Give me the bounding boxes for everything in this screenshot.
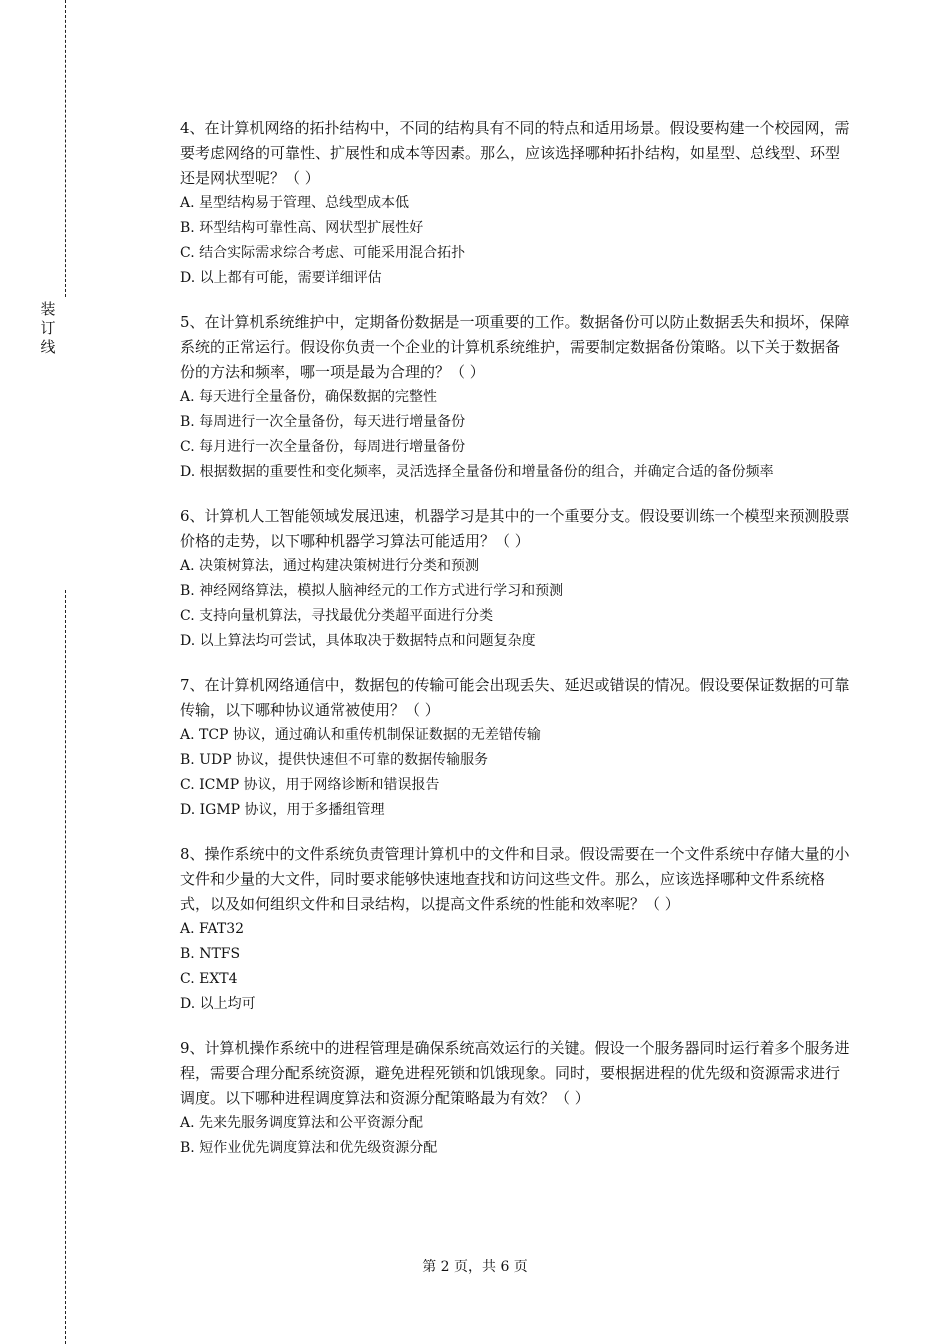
option-b: B. NTFS (180, 946, 241, 962)
question-4 (180, 116, 850, 291)
question-stem: 8、操作系统中的文件系统负责管理计算机中的文件和目录。假设需要在一个文件系统中存储大量的小文件和少量的大文件，同时要求能够快速地查找和访问这些文件。那么，应该选择哪种文件系统格式，以及如何组织文件和目录结构，以提高文件系统的性能和效率呢？（ ） (180, 845, 850, 913)
option-d: D. 根据数据的重要性和变化频率，灵活选择全量备份和增量备份的组合，并确定合适的备份频率 (180, 464, 774, 480)
binding-line-bottom (65, 590, 66, 1344)
option-d: D. 以上都有可能，需要详细评估 (180, 270, 382, 286)
option-b: B. 神经网络算法，模拟人脑神经元的工作方式进行学习和预测 (180, 583, 564, 599)
option-d: D. 以上算法均可尝试，具体取决于数据特点和问题复杂度 (180, 633, 536, 649)
question-stem: 5、在计算机系统维护中，定期备份数据是一项重要的工作。数据备份可以防止数据丢失和损坏，保障系统的正常运行。假设你负责一个企业的计算机系统维护，需要制定数据备份策略。以下关于数据备份的方法和频率，哪一项是最为合理的？（ ） (180, 313, 850, 381)
question-stem: 4、在计算机网络的拓扑结构中，不同的结构具有不同的特点和适用场景。假设要构建一个校园网，需要考虑网络的可靠性、扩展性和成本等因素。那么，应该选择哪种拓扑结构，如星型、总线型、环型还是网状型呢？（ ） (180, 119, 850, 187)
binding-label-char: 订 (40, 319, 56, 337)
option-b: B. 每周进行一次全量备份，每天进行增量备份 (180, 414, 466, 430)
page-number: 第 2 页，共 6 页 (422, 1259, 528, 1275)
option-list (180, 385, 850, 485)
option-a: A. 决策树算法，通过构建决策树进行分类和预测 (180, 558, 480, 574)
question-stem: 6、计算机人工智能领域发展迅速，机器学习是其中的一个重要分支。假设要训练一个模型来预测股票价格的走势，以下哪种机器学习算法可能适用？（ ） (180, 507, 850, 550)
question-5 (180, 310, 850, 485)
option-list (180, 554, 850, 654)
option-a: A. TCP 协议，通过确认和重传机制保证数据的无差错传输 (180, 727, 541, 743)
option-c: C. 每月进行一次全量备份，每周进行增量备份 (180, 439, 466, 455)
option-d: D. 以上均可 (180, 996, 256, 1012)
question-list (180, 116, 850, 1180)
option-list (180, 1111, 850, 1161)
option-a: A. 先来先服务调度算法和公平资源分配 (180, 1115, 424, 1131)
binding-label (38, 300, 58, 357)
option-a: A. FAT32 (180, 921, 245, 937)
option-c: C. EXT4 (180, 971, 238, 987)
question-6 (180, 504, 850, 654)
option-list (180, 917, 850, 1017)
question-stem: 9、计算机操作系统中的进程管理是确保系统高效运行的关键。假设一个服务器同时运行着多个服务进程，需要合理分配系统资源，避免进程死锁和饥饿现象。同时，要根据进程的优先级和资源需求进行调度。以下哪种进程调度算法和资源分配策略最为有效？（ ） (180, 1039, 850, 1107)
option-c: C. 支持向量机算法，寻找最优分类超平面进行分类 (180, 608, 494, 624)
option-list (180, 723, 850, 823)
option-a: A. 每天进行全量备份，确保数据的完整性 (180, 389, 438, 405)
option-c: C. ICMP 协议，用于网络诊断和错误报告 (180, 777, 440, 793)
option-d: D. IGMP 协议，用于多播组管理 (180, 802, 385, 818)
option-b: B. UDP 协议，提供快速但不可靠的数据传输服务 (180, 752, 489, 768)
question-8 (180, 842, 850, 1017)
binding-label-char: 装 (40, 300, 56, 318)
option-a: A. 星型结构易于管理、总线型成本低 (180, 195, 410, 211)
option-b: B. 环型结构可靠性高、网状型扩展性好 (180, 220, 424, 236)
question-stem: 7、在计算机网络通信中，数据包的传输可能会出现丢失、延迟或错误的情况。假设要保证数据的可靠传输，以下哪种协议通常被使用？（ ） (180, 676, 850, 719)
binding-line-top (65, 0, 66, 297)
option-c: C. 结合实际需求综合考虑、可能采用混合拓扑 (180, 245, 466, 261)
question-9 (180, 1036, 850, 1161)
option-b: B. 短作业优先调度算法和优先级资源分配 (180, 1140, 438, 1156)
option-list (180, 191, 850, 291)
binding-label-char: 线 (40, 338, 56, 356)
question-7 (180, 673, 850, 823)
